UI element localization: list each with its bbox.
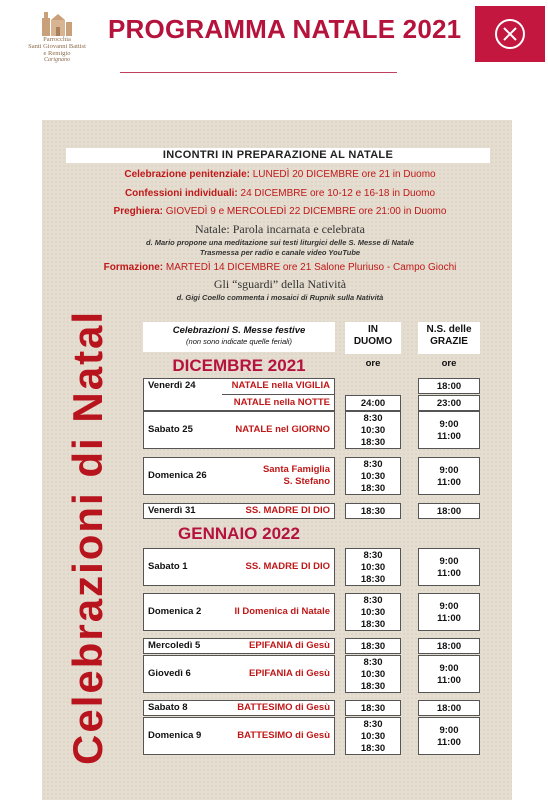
sguardi-title: Gli “sguardi” della Natività: [213, 277, 347, 291]
title-divider: [120, 72, 397, 73]
table-header-sub: (non sono indicate quelle feriali): [186, 337, 292, 346]
duomo-times: 8:30 10:30 18:30: [360, 595, 386, 630]
duomo-times: 18:30: [360, 703, 386, 714]
parish-logo[interactable]: [22, 8, 92, 68]
grazie-times: 9:00 11:00: [437, 601, 461, 624]
row-day: Domenica 2: [148, 606, 202, 617]
celebrazione-text: LUNEDÌ 20 DICEMBRE ore 21 in Duomo: [252, 169, 436, 180]
grazie-times: 18:00: [436, 381, 462, 392]
natale-title: Natale: Parola incarnata e celebrata: [195, 222, 365, 236]
month-january: GENNAIO 2022: [178, 524, 300, 543]
duomo-times: 8:30 10:30 18:30: [360, 550, 386, 585]
row-celebration: NATALE nel GIORNO: [235, 424, 330, 435]
logo-line-1: Parrocchia: [43, 36, 71, 43]
grazie-times: 23:00: [436, 398, 462, 409]
row-day: Sabato 8: [148, 702, 188, 713]
col-grazie-label: N.S. delle GRAZIE: [426, 324, 472, 347]
table-header-main: Celebrazioni S. Messe festive: [172, 325, 306, 336]
duomo-times: 18:30: [360, 506, 386, 517]
row-day: Sabato 1: [148, 561, 188, 572]
grazie-times: 9:00 11:00: [437, 556, 461, 579]
preghiera-text: GIOVEDÌ 9 e MERCOLEDÌ 22 DICEMBRE ore 21:00 in Duomo: [165, 206, 447, 217]
ore-grazie-label: ore: [441, 358, 457, 369]
header: [0, 0, 548, 85]
duomo-times: 8:30 10:30 18:30: [360, 719, 386, 754]
row-celebration: NATALE nella NOTTE: [233, 397, 330, 408]
row-day: Venerdì 31: [148, 505, 196, 516]
grazie-times: 9:00 11:00: [437, 465, 461, 488]
row-separator: [222, 394, 335, 395]
natale-subtitle-2: Trasmessa per radio e canale video YouTube: [199, 248, 361, 257]
row-celebration: NATALE nella VIGILIA: [231, 380, 330, 391]
row-day: Sabato 25: [148, 424, 193, 435]
row-day: Mercoledì 5: [148, 640, 201, 651]
row-celebration: EPIFANIA di Gesù: [249, 640, 330, 651]
row-day: Domenica 9: [148, 730, 202, 741]
duomo-times: 8:30 10:30 18:30: [360, 413, 386, 448]
preghiera-label: Preghiera:: [113, 206, 163, 217]
formazione-label: Formazione:: [103, 262, 164, 273]
grazie-times: 18:00: [436, 703, 462, 714]
row-celebration: BATTESIMO di Gesù: [237, 730, 330, 741]
grazie-times: 9:00 11:00: [437, 725, 461, 748]
preghiera-line: [60, 206, 500, 217]
row-celebration: Santa Famiglia S. Stefano: [262, 464, 330, 487]
close-button[interactable]: [475, 6, 545, 62]
incontri-title: INCONTRI IN PREPARAZIONE AL NATALE: [66, 148, 490, 163]
page-title: PROGRAMMA NATALE 2021: [108, 14, 462, 44]
confessioni-text: 24 DICEMBRE ore 10-12 e 16-18 in Duomo: [240, 188, 436, 199]
grazie-times: 9:00 11:00: [437, 663, 461, 686]
natale-subtitle-1: d. Mario propone una meditazione sui testi liturgici delle S. Messe di Natale: [146, 238, 414, 247]
grazie-times: 9:00 11:00: [437, 419, 461, 442]
row-day: Domenica 26: [148, 470, 207, 481]
logo-line-4: Carignano: [43, 57, 70, 63]
month-december: DICEMBRE 2021: [172, 356, 306, 375]
formazione-text: MARTEDÌ 14 DICEMBRE ore 21 Salone Pluriuso - Campo Giochi: [165, 262, 457, 273]
duomo-times: 24:00: [360, 398, 386, 409]
close-icon: [493, 17, 527, 51]
row-celebration: BATTESIMO di Gesù: [237, 702, 330, 713]
row-celebration: II Domenica di Natale: [234, 606, 330, 617]
confessioni-label: Confessioni individuali:: [124, 188, 238, 199]
row-celebration: SS. MADRE DI DIO: [245, 505, 330, 516]
grazie-times: 18:00: [436, 506, 462, 517]
grazie-times: 18:00: [436, 641, 462, 652]
duomo-times: 18:30: [360, 641, 386, 652]
sguardi-subtitle: d. Gigi Coello commenta i mosaici di Rupnik sulla Natività: [176, 293, 384, 302]
celebrazione-line: [60, 169, 500, 180]
row-celebration: EPIFANIA di Gesù: [249, 668, 330, 679]
row-day: Venerdì 24: [148, 380, 196, 391]
col-duomo-label: IN DUOMO: [353, 324, 393, 347]
vertical-celebrazioni-text: Celebrazioni di Natale: [64, 310, 111, 765]
vertical-title: [44, 310, 134, 780]
row-celebration: SS. MADRE DI DIO: [245, 561, 330, 572]
logo-line-3: e Remigio: [43, 50, 71, 57]
ore-duomo-label: ore: [365, 358, 381, 369]
row-day: Giovedì 6: [148, 668, 191, 679]
celebrazione-label: Celebrazione penitenziale:: [124, 169, 250, 180]
duomo-times: 8:30 10:30 18:30: [360, 459, 386, 494]
confessioni-line: [60, 188, 500, 199]
duomo-times: 8:30 10:30 18:30: [360, 657, 386, 692]
formazione-line: [60, 262, 500, 273]
church-icon: [40, 8, 74, 36]
logo-line-2: Santi Giovanni Battist: [28, 43, 86, 50]
